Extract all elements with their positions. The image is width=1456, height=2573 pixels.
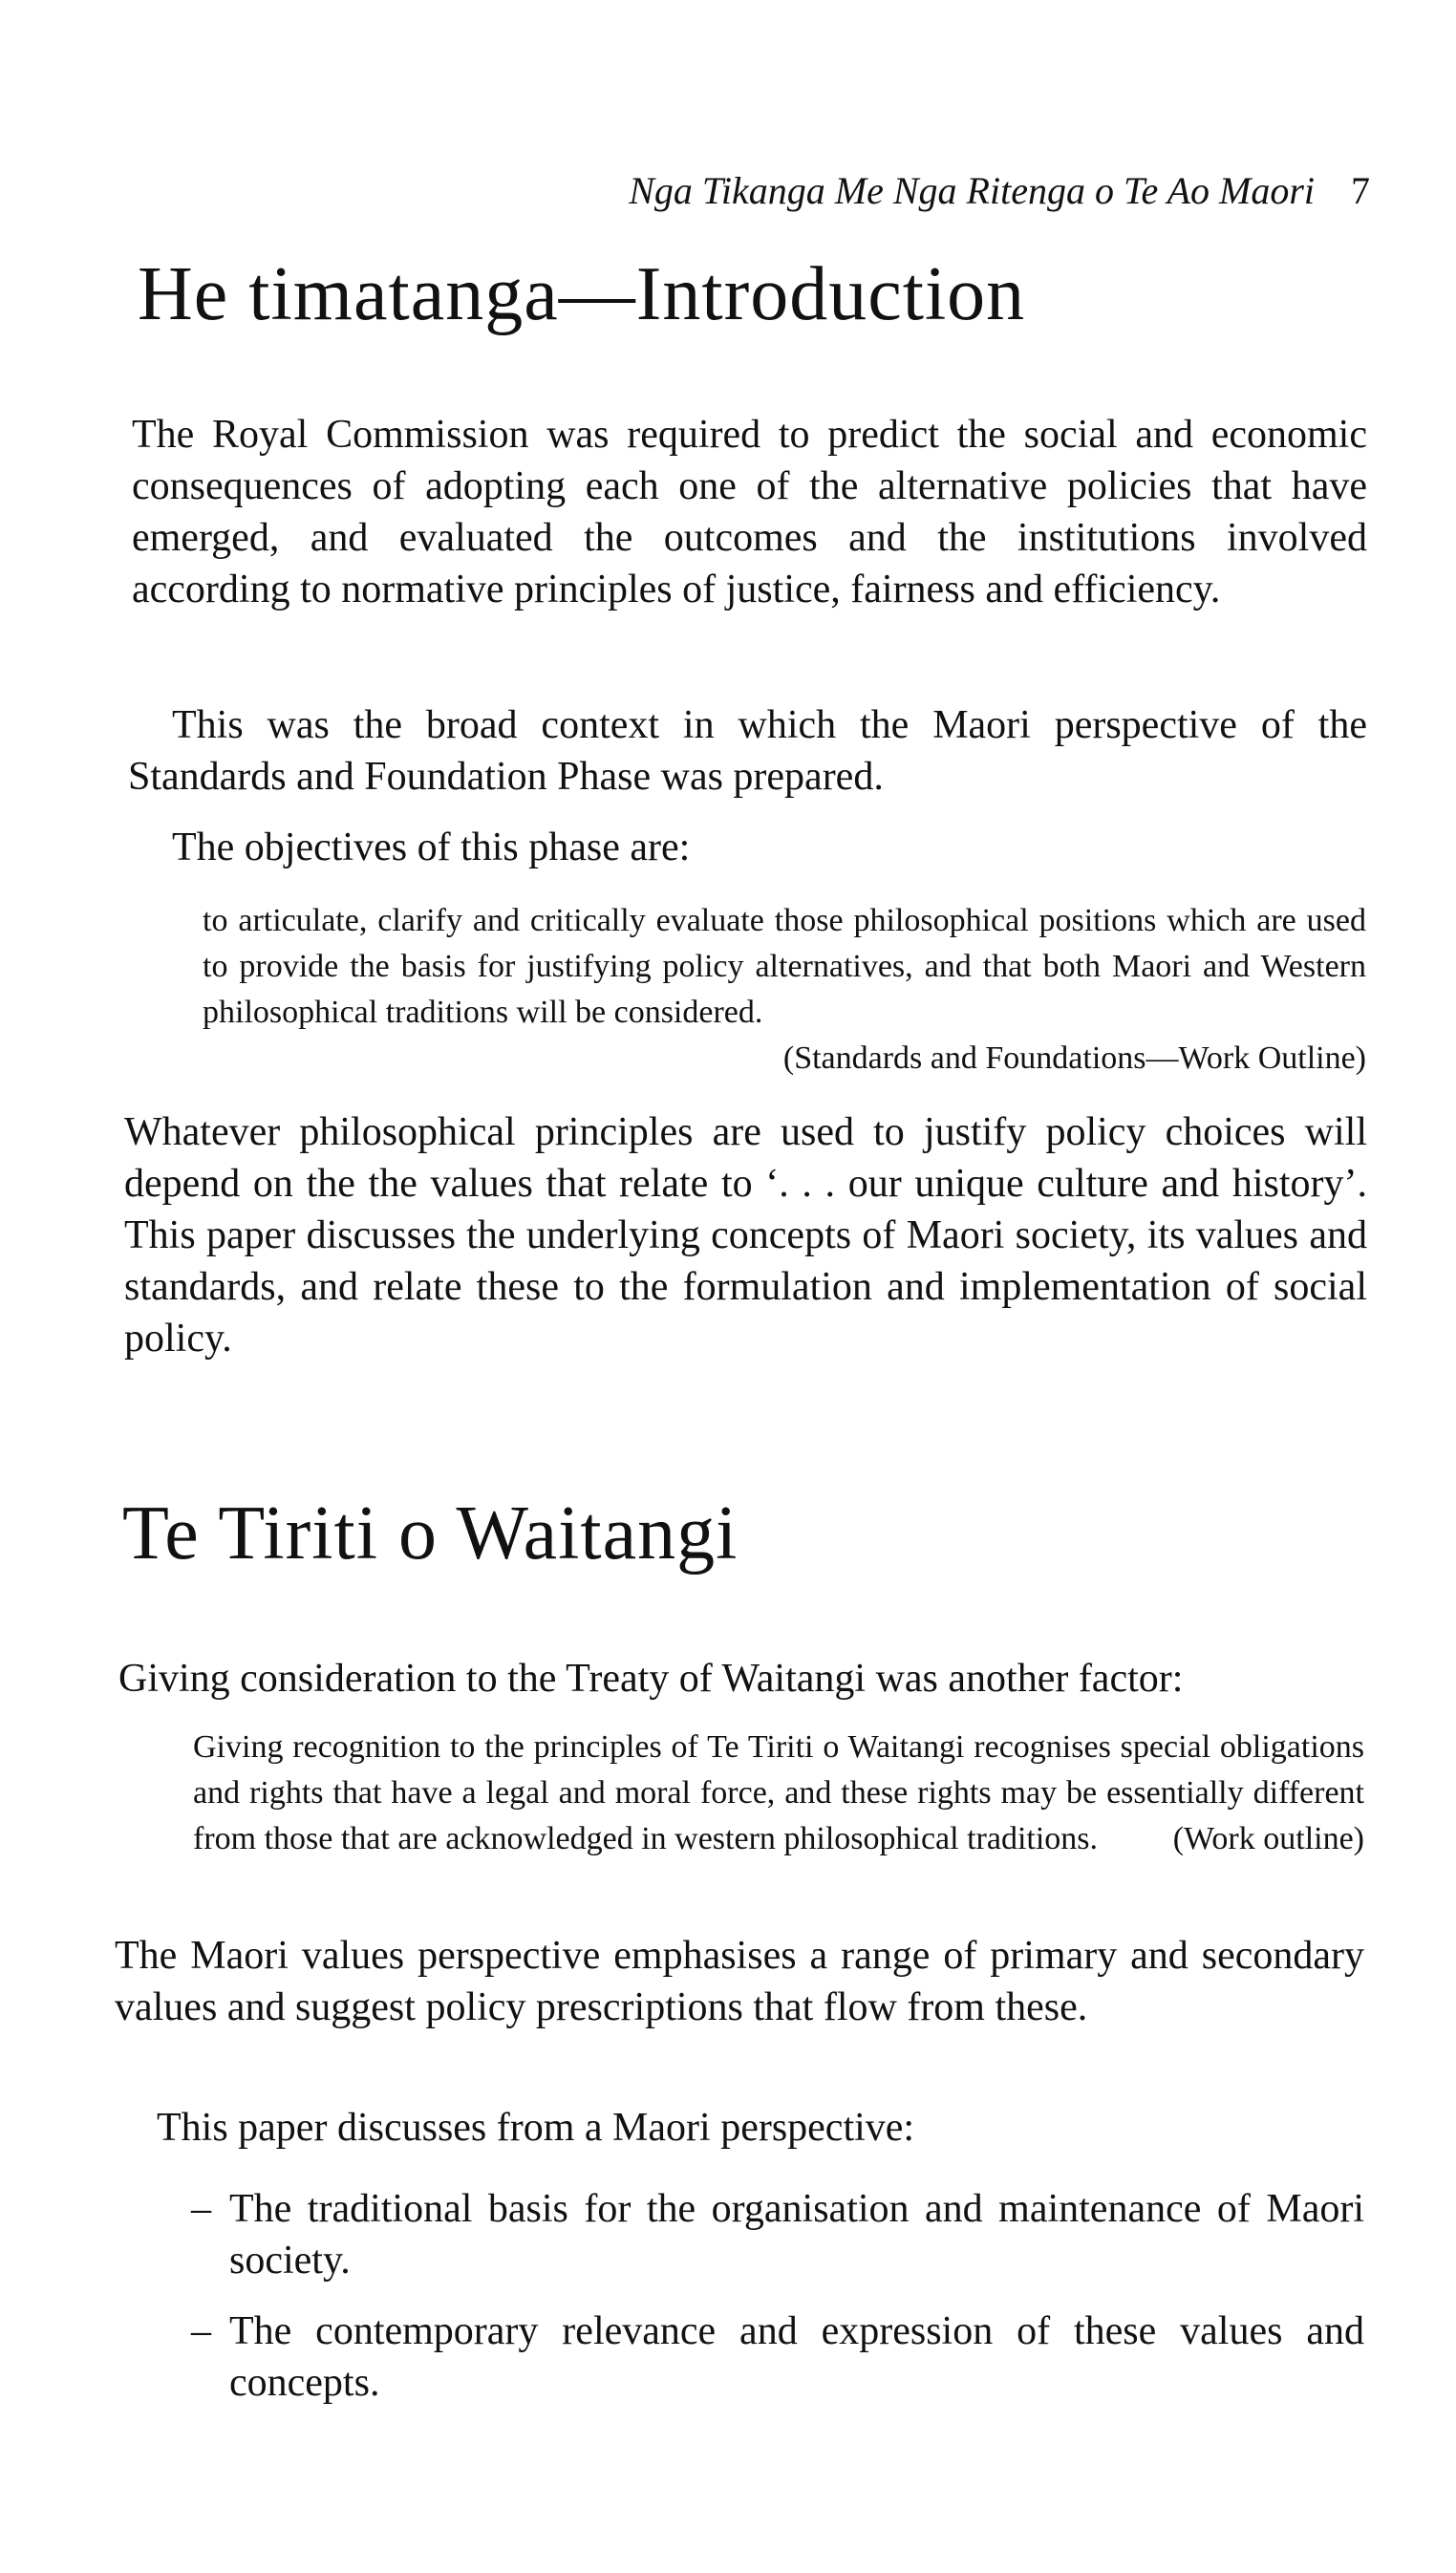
treaty-paragraph-2 — [115, 1930, 1364, 2033]
treaty-para2-text: The Maori values perspective emphasises a range of primary and secondary values and suggest policy prescriptions that flow from these. — [115, 1934, 1364, 2029]
page-number: 7 — [1351, 169, 1370, 212]
treaty-dash-list — [191, 2183, 1364, 2409]
intro-paragraph-3 — [172, 822, 1318, 873]
treaty-quote-citation: (Work outline) — [1172, 1821, 1364, 1856]
treaty-list-block — [191, 2183, 1364, 2428]
treaty-blockquote — [193, 1725, 1364, 1862]
intro-para1-text: The Royal Commission was required to predict the social and economic consequences of adopting each one of the alternative policies that have emerged, and evaluated the outcomes and the institutions involved according to normative principles of justice, fairness and efficiency. — [132, 413, 1367, 611]
intro-heading: He timatanga—Introduction — [138, 252, 1026, 336]
intro-blockquote — [203, 898, 1366, 1082]
running-title: Nga Tikanga Me Nga Ritenga o Te Ao Maori — [629, 169, 1315, 212]
intro-para4-text: Whatever philosophical principles are used to justify policy choices will depend on the the values that relate to ‘. . . our unique culture and history’. This paper discusses the underlying concepts of Maori society, its values and standards, and relate these to the formulation and implementation of social policy. — [124, 1110, 1367, 1361]
treaty-quote-text — [193, 1725, 1364, 1862]
treaty-paragraph-3 — [157, 2102, 1351, 2154]
intro-paragraph-2 — [128, 699, 1367, 803]
running-header — [629, 168, 1370, 213]
treaty-para1-text: Giving consideration to the Treaty of Waitangi was another factor: — [118, 1657, 1184, 1701]
intro-para3-text: The objectives of this phase are: — [172, 826, 691, 869]
intro-quote-citation: (Standards and Foundations—Work Outline) — [782, 1040, 1366, 1076]
intro-quote-text: to articulate, clarify and critically evaluate those philosophical positions which are used to provide the basis for justifying policy alternatives, and that both Maori and Western philosophical traditions will be considered. — [203, 903, 1366, 1030]
intro-para2-text: This was the broad context in which the Maori perspective of the Standards and Foundation Phase was prepared. — [128, 703, 1367, 799]
treaty-quote-body: Giving recognition to the principles of Te Tiriti o Waitangi recognises special obligations and rights that have a legal and moral force, and these rights may be essentially different from those that are acknowledged in western philosophical traditions. — [193, 1729, 1364, 1856]
intro-paragraph-4 — [124, 1106, 1367, 1364]
treaty-heading: Te Tiriti o Waitangi — [122, 1491, 739, 1576]
intro-paragraph-1 — [132, 409, 1367, 615]
treaty-paragraph-1 — [118, 1653, 1370, 1705]
list-item: – The contemporary relevance and expression of these values and concepts. — [191, 2305, 1364, 2409]
treaty-para3-text: This paper discusses from a Maori perspective: — [157, 2106, 915, 2150]
list-item: – The traditional basis for the organisation and maintenance of Maori society. — [191, 2183, 1364, 2286]
